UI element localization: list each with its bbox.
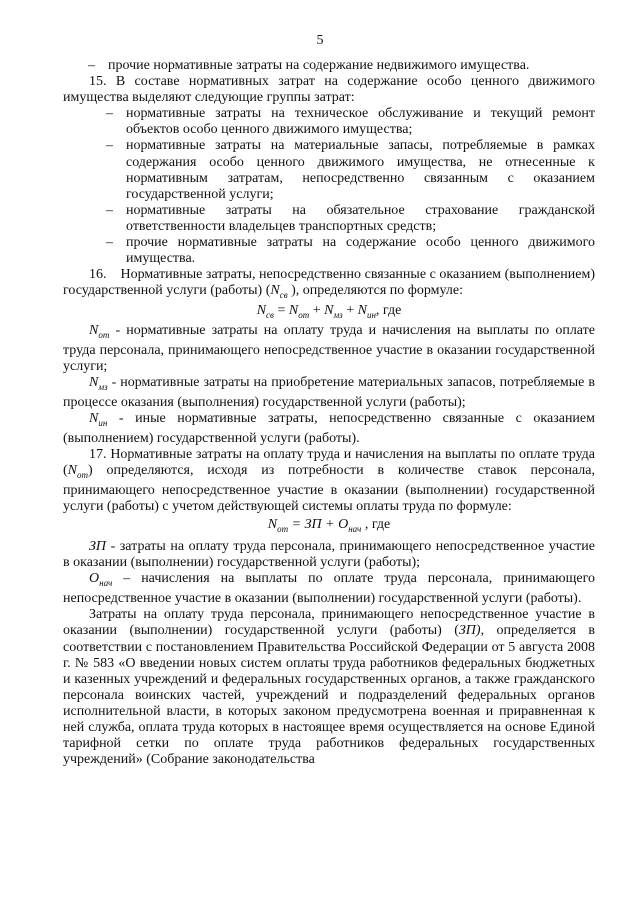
list-item (63, 58, 595, 74)
list-item (63, 235, 595, 267)
definition-zp: ЗП - затраты на оплату труда персонала, принимающего непосредственное участие в оказании (выполнении) государственной услуги (работы); (63, 539, 595, 571)
definition-n-in: $N_{ин}$ - иные нормативные затраты, непосредственно связанные с оказанием (выполнением) государственной услуги (работы). (63, 411, 595, 447)
definition-o-nach: $О_{нач}$ – начисления на выплаты по оплате труда персонала, принимающего непосредственное участие в оказании (выполнении) государственной услуги (работы). (63, 571, 595, 607)
dash-marker: – (106, 235, 113, 251)
definition-n-mz: $N_{мз}$ - нормативные затраты на приобретение материальных запасов, потребляемые в процессе оказания (выполнения) государственной услуги (работы); (63, 375, 595, 411)
paragraph-17: 17. Нормативные затраты на оплату труда и начисления на выплаты по оплате труда $(N_{от})$ определяются, исходя из потребности в количестве ставок персонала, принимающего непосредственное участие в оказании (выполнении) государственной услуги (работы) с учетом действующей системы оплаты труда по формуле: (63, 447, 595, 515)
formula-2: $N_{от}$ = ЗП + $О_{нач}$ , где (267, 517, 391, 535)
symbol: N (270, 283, 280, 299)
definition-n-ot: $N_{от}$ - нормативные затраты на оплату труда и начисления на выплаты по оплате труда персонала, принимающего непосредственное участие в оказании государственной услуги; (63, 323, 595, 375)
dash-marker: – (106, 106, 113, 122)
list-item-text: нормативные затраты на обязательное страхование гражданской ответственности владельцев транспортных средств; (126, 202, 595, 234)
formula-1: $N_{св} = N_{от} + N_{мз} + N_{ин}$, где (256, 303, 402, 320)
paragraph-15: 15. В составе нормативных затрат на содержание особо ценного движимого имущества выделяют следующие группы затрат: (63, 74, 595, 106)
list-item-text: прочие нормативные затраты на содержание особо ценного движимого имущества. (126, 235, 595, 267)
list-item (63, 203, 595, 235)
list-item (63, 106, 595, 138)
list-item-text: прочие нормативные затраты на содержание недвижимого имущества. (108, 58, 530, 73)
dash-marker: – (88, 58, 95, 73)
paragraph-zp: Затраты на оплату труда персонала, принимающего непосредственное участие в оказании (выполнении) государственной услуги (работы) (ЗП), определяется в соответствии с постановлением Правительства Российской Федерации от 5 августа 2008 г. № 583 «О введении новых систем оплаты труда работников федеральных бюджетных и казенных учреждений и федеральных государственных органов, а также гражданского персонала воинских частей, учреждений и подразделений федеральных органов исполнительной власти, в которых законом предусмотрена военная и приравненная к ней служба, оплата труда которых в настоящее время осуществляется на основе Единой тарифной сетки по оплате труда работников федеральных государственных учреждений» (Собрание законодательства (63, 607, 596, 768)
list-item (63, 138, 595, 202)
list-item-text: нормативные затраты на материальные запасы, потребляемые в рамках содержания особо ценного движимого имущества, не отнесенные к нормативным затратам, непосредственно связанным с оказанием государственной услуги; (126, 138, 595, 202)
paragraph-16: 16. Нормативные затраты, непосредственно связанные с оказанием (выполнением) государственной услуги (работы) ($N_{св}$ ), определяются по формуле: (63, 267, 595, 301)
dash-marker: – (106, 202, 113, 218)
page-number: 5 (316, 33, 324, 48)
document-body (63, 58, 595, 768)
dash-marker: – (106, 138, 113, 154)
list-item-text: нормативные затраты на техническое обслуживание и текущий ремонт объектов особо ценного движимого имущества; (126, 106, 595, 138)
